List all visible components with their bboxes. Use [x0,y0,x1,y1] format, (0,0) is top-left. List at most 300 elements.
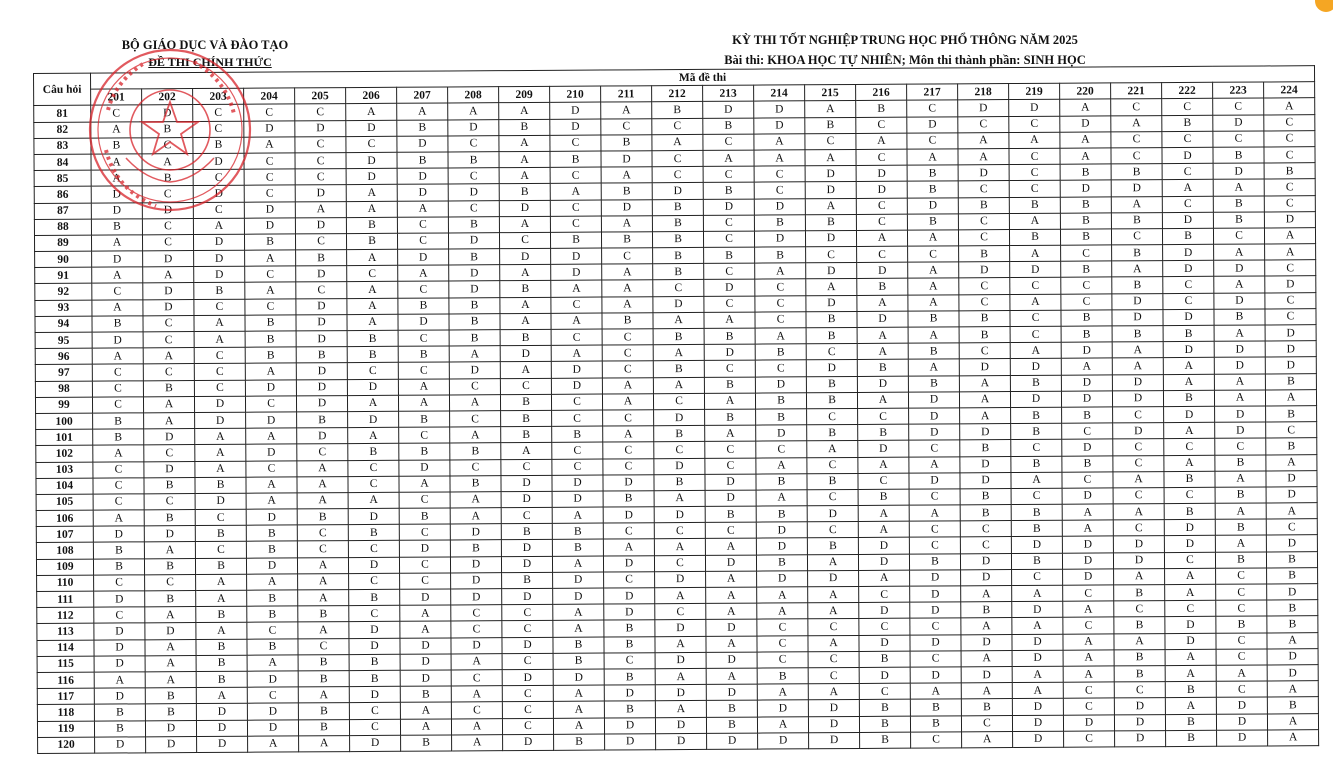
answer-cell: D [652,183,703,199]
answer-cell: D [655,620,706,636]
answer-cell: D [604,685,655,701]
answer-cell: A [92,348,143,364]
question-number: 104 [36,478,93,495]
answer-cell: A [858,457,909,473]
answer-cell: B [604,669,655,685]
answer-cell: B [450,443,501,459]
answer-cell: B [501,426,552,442]
answer-cell: D [551,264,602,280]
answer-cell: D [907,116,958,132]
answer-cell: C [808,667,859,683]
answer-cell: A [1164,422,1215,438]
answer-cell: D [94,688,145,704]
exam-code-205: 205 [295,88,346,104]
answer-cell: C [142,186,193,202]
answer-cell: C [195,542,246,558]
answer-cell: D [348,411,399,427]
answer-cell: A [757,716,808,732]
answer-cell: B [653,264,704,280]
answer-cell: D [193,186,244,202]
answer-cell: A [1012,666,1063,682]
answer-cell: C [602,329,653,345]
answer-cell: B [193,137,244,153]
question-column-header: Câu hỏi [34,73,91,106]
answer-cell: A [602,280,653,296]
answer-cell: D [1264,211,1315,227]
answer-cell: D [856,165,907,181]
answer-cell: B [1165,681,1216,697]
answer-cell: D [144,526,195,542]
answer-cell: B [859,651,910,667]
answer-cell: A [757,684,808,700]
answer-cell: D [604,588,655,604]
answer-cell: D [92,332,143,348]
answer-cell: A [1216,665,1267,681]
question-number: 107 [36,526,93,543]
answer-cell: C [859,619,910,635]
answer-cell: D [400,654,451,670]
answer-cell: A [398,395,449,411]
answer-cell: A [500,297,551,313]
answer-cell: B [603,491,654,507]
answer-cell: B [1264,163,1315,179]
answer-cell: D [754,198,805,214]
answer-cell: A [297,476,348,492]
answer-cell: C [652,167,703,183]
question-number: 109 [36,559,93,576]
answer-cell: C [909,537,960,553]
answer-cell: C [602,248,653,264]
answer-cell: C [909,489,960,505]
answer-cell: D [603,507,654,523]
answer-cell: C [654,523,705,539]
answer-cell: B [601,134,652,150]
answer-cell: C [959,278,1010,294]
answer-cell: A [1011,472,1062,488]
answer-cell: A [1265,244,1316,260]
answer-cell: A [1009,132,1060,148]
answer-cell: B [1265,373,1316,389]
question-number: 117 [37,688,94,705]
answer-cell: A [246,428,297,444]
answer-cell: B [604,701,655,717]
answer-cell: D [449,281,500,297]
answer-cell: D [451,589,502,605]
answer-cell: C [958,181,1009,197]
answer-cell: A [1114,568,1165,584]
answer-cell: A [347,298,398,314]
answer-cell: B [961,602,1012,618]
answer-cell: C [502,653,553,669]
answer-cell: B [1061,326,1112,342]
answer-key-table [33,65,1319,754]
answer-cell: B [857,279,908,295]
answer-cell: C [959,294,1010,310]
answer-cell: D [296,266,347,282]
answer-cell: D [1011,537,1062,553]
ministry-name: BỘ GIÁO DỤC VÀ ĐÀO TẠO [121,38,289,52]
answer-cell: A [655,587,706,603]
answer-cell: C [704,360,755,376]
answer-cell: D [1062,536,1113,552]
answer-cell: B [195,525,246,541]
answer-cell: A [1164,455,1215,471]
exam-code-206: 206 [346,87,397,103]
answer-cell: D [756,522,807,538]
answer-cell: D [346,168,397,184]
answer-cell: B [1011,423,1062,439]
answer-cell: D [1060,180,1111,196]
answer-cell: B [145,688,196,704]
answer-cell: A [398,265,449,281]
answer-cell: D [451,572,502,588]
answer-cell: D [94,656,145,672]
answer-cell: B [1112,277,1163,293]
answer-cell: C [1114,682,1165,698]
answer-cell: B [1216,616,1267,632]
answer-cell: C [194,347,245,363]
question-number: 96 [35,348,92,365]
exam-code-202: 202 [142,89,193,105]
question-number: 87 [34,203,91,220]
answer-cell: C [909,440,960,456]
exam-code-214: 214 [754,85,805,101]
answer-cell: A [1063,633,1114,649]
answer-cell: C [1162,131,1213,147]
answer-cell: D [1113,552,1164,568]
answer-cell: B [94,720,145,736]
answer-cell: A [1060,132,1111,148]
answer-cell: D [193,153,244,169]
answer-cell: A [551,345,602,361]
answer-cell: D [247,703,298,719]
answer-cell: B [958,197,1009,213]
answer-cell: A [451,686,502,702]
answer-cell: A [706,636,757,652]
answer-cell: A [909,505,960,521]
answer-cell: C [94,575,145,591]
answer-cell: A [706,668,757,684]
exam-code-209: 209 [499,87,550,103]
answer-cell: B [805,214,856,230]
answer-cell: C [1113,439,1164,455]
answer-cell: A [806,279,857,295]
answer-cell: D [1266,535,1317,551]
answer-cell: A [1162,180,1213,196]
answer-cell: B [1114,649,1165,665]
answer-cell: A [856,230,907,246]
answer-cell: A [500,265,551,281]
answer-cell: C [806,344,857,360]
answer-cell: B [806,311,857,327]
answer-cell: C [807,457,858,473]
answer-cell: A [856,133,907,149]
answer-cell: B [1266,406,1317,422]
answer-cell: B [554,734,605,750]
answer-cell: B [909,553,960,569]
answer-cell: A [450,427,501,443]
exam-code-221: 221 [1111,83,1162,99]
answer-cell: C [349,703,400,719]
answer-cell: C [1113,455,1164,471]
answer-cell: D [397,136,448,152]
question-number: 98 [35,381,92,398]
answer-cell: B [652,199,703,215]
answer-cell: D [1112,293,1163,309]
answer-cell: A [298,590,349,606]
answer-cell: B [908,375,959,391]
answer-cell: D [296,298,347,314]
answer-cell: C [194,380,245,396]
answer-cell: C [143,315,194,331]
answer-cell: A [551,313,602,329]
answer-cell: D [1013,731,1064,747]
answer-cell: C [398,362,449,378]
answer-cell: B [245,331,296,347]
answer-cell: C [1216,600,1267,616]
answer-cell: D [502,637,553,653]
answer-cell: D [502,588,553,604]
answer-cell: C [757,619,808,635]
answer-cell: D [909,473,960,489]
answer-cell: A [1010,294,1061,310]
answer-cell: B [196,606,247,622]
answer-cell: B [604,636,655,652]
answer-cell: A [295,201,346,217]
answer-cell: C [960,537,1011,553]
answer-cell: C [653,280,704,296]
answer-cell: B [448,216,499,232]
answer-cell: B [93,429,144,445]
answer-cell: C [907,133,958,149]
answer-cell: B [91,138,142,154]
answer-cell: D [603,474,654,490]
answer-cell: B [349,589,400,605]
answer-cell: D [858,538,909,554]
answer-cell: A [961,586,1012,602]
answer-cell: C [1061,277,1112,293]
answer-cell: B [807,538,858,554]
answer-cell: A [1163,358,1214,374]
answer-cell: C [910,651,961,667]
exam-code-218: 218 [958,84,1009,100]
answer-cell: D [809,732,860,748]
answer-cell: C [500,378,551,394]
exam-code-216: 216 [856,84,907,100]
answer-cell: D [1062,553,1113,569]
answer-cell: B [399,443,450,459]
answer-cell: D [656,733,707,749]
answer-cell: C [348,541,399,557]
answer-cell: B [1267,600,1318,616]
answer-cell: C [856,149,907,165]
answer-cell: D [500,248,551,264]
answer-cell: B [502,572,553,588]
answer-cell: C [1164,439,1215,455]
answer-cell: D [758,732,809,748]
answer-cell: D [1115,730,1166,746]
answer-cell: D [349,638,400,654]
answer-cell: C [194,364,245,380]
answer-cell: C [144,445,195,461]
answer-cell: B [860,732,911,748]
answer-cell: A [347,249,398,265]
answer-cell: A [499,167,550,183]
answer-cell: C [499,232,550,248]
answer-cell: D [346,120,397,136]
answer-cell: B [756,554,807,570]
answer-cell: A [1266,454,1317,470]
answer-cell: B [1163,390,1214,406]
answer-cell: D [145,623,196,639]
official-exam-label: ĐỀ THI CHÍNH THỨC [148,55,272,69]
answer-cell: B [397,120,448,136]
answer-cell: D [1265,325,1316,341]
answer-cell: C [295,169,346,185]
answer-cell: A [501,443,552,459]
answer-cell: A [398,379,449,395]
answer-cell: C [655,604,706,620]
answer-cell: D [295,217,346,233]
answer-cell: D [1163,341,1214,357]
question-number: 99 [35,397,92,414]
answer-cell: B [602,313,653,329]
answer-cell: C [604,652,655,668]
answer-cell: C [705,522,756,538]
answer-cell: D [400,589,451,605]
answer-cell: A [451,718,502,734]
answer-cell: D [553,588,604,604]
answer-cell: A [961,618,1012,634]
answer-cell: D [655,571,706,587]
answer-cell: D [808,716,859,732]
answer-cell: A [142,153,193,169]
answer-cell: D [350,735,401,751]
answer-cell: D [655,685,706,701]
answer-cell: B [349,654,400,670]
answer-cell: B [93,558,144,574]
answer-cell: A [706,571,757,587]
answer-cell: B [1162,115,1213,131]
answer-cell: A [246,477,297,493]
answer-cell: B [500,394,551,410]
answer-cell: A [346,104,397,120]
answer-cell: C [142,234,193,250]
answer-cell: D [654,458,705,474]
answer-cell: D [1162,147,1213,163]
answer-cell: B [652,215,703,231]
answer-cell: B [144,477,195,493]
answer-cell: A [400,605,451,621]
answer-cell: B [1009,229,1060,245]
answer-cell: D [605,733,656,749]
answer-cell: C [859,586,910,602]
answer-cell: A [857,327,908,343]
answer-cell: C [1264,130,1315,146]
answer-cell: B [247,606,298,622]
answer-cell: B [654,474,705,490]
exam-code-208: 208 [448,87,499,103]
answer-cell: D [757,700,808,716]
answer-cell: D [1215,422,1266,438]
answer-cell: C [448,200,499,216]
exam-code-header: Mã đề thi [91,66,1315,90]
answer-cell: C [1064,731,1115,747]
answer-cell: D [1114,714,1165,730]
answer-cell: D [706,684,757,700]
answer-cell: A [705,539,756,555]
answer-cell: B [1267,697,1318,713]
answer-cell: C [347,363,398,379]
answer-cell: C [1011,488,1062,504]
answer-cell: A [1268,729,1319,745]
answer-cell: D [805,182,856,198]
answer-cell: D [91,186,142,202]
answer-cell: D [1164,536,1215,552]
answer-cell: C [194,299,245,315]
answer-cell: C [142,218,193,234]
answer-cell: B [756,506,807,522]
answer-cell: D [1012,634,1063,650]
answer-cell: B [805,117,856,133]
answer-cell: C [451,605,502,621]
answer-cell: A [450,508,501,524]
answer-cell: C [1164,552,1215,568]
answer-cell: B [1011,504,1062,520]
answer-cell: D [246,509,297,525]
answer-cell: A [1012,682,1063,698]
answer-cell: D [295,120,346,136]
answer-cell: C [1063,617,1114,633]
answer-cell: C [193,169,244,185]
answer-cell: C [1165,600,1216,616]
answer-cell: D [1061,342,1112,358]
answer-cell: D [1214,260,1265,276]
answer-cell: C [755,295,806,311]
answer-cell: C [399,524,450,540]
answer-cell: B [145,704,196,720]
answer-cell: D [756,538,807,554]
question-number: 92 [35,284,92,301]
answer-cell: A [143,267,194,283]
answer-cell: D [909,424,960,440]
answer-cell: D [1010,359,1061,375]
answer-cell: D [704,344,755,360]
answer-cell: D [705,555,756,571]
answer-cell: B [245,315,296,331]
answer-cell: C [652,150,703,166]
answer-cell: D [1061,374,1112,390]
answer-cell: C [93,494,144,510]
answer-cell: D [246,412,297,428]
answer-cell: D [754,117,805,133]
answer-cell: A [1267,681,1318,697]
answer-cell: B [907,214,958,230]
answer-cell: A [653,377,704,393]
answer-cell: A [245,250,296,266]
answer-cell: C [1265,308,1316,324]
answer-cell: C [958,229,1009,245]
answer-cell: D [756,425,807,441]
answer-cell: D [499,200,550,216]
answer-cell: B [910,715,961,731]
answer-cell: D [1163,244,1214,260]
answer-cell: A [706,587,757,603]
answer-cell: C [450,459,501,475]
answer-cell: D [1061,391,1112,407]
answer-cell: D [1162,212,1213,228]
answer-cell: A [808,586,859,602]
